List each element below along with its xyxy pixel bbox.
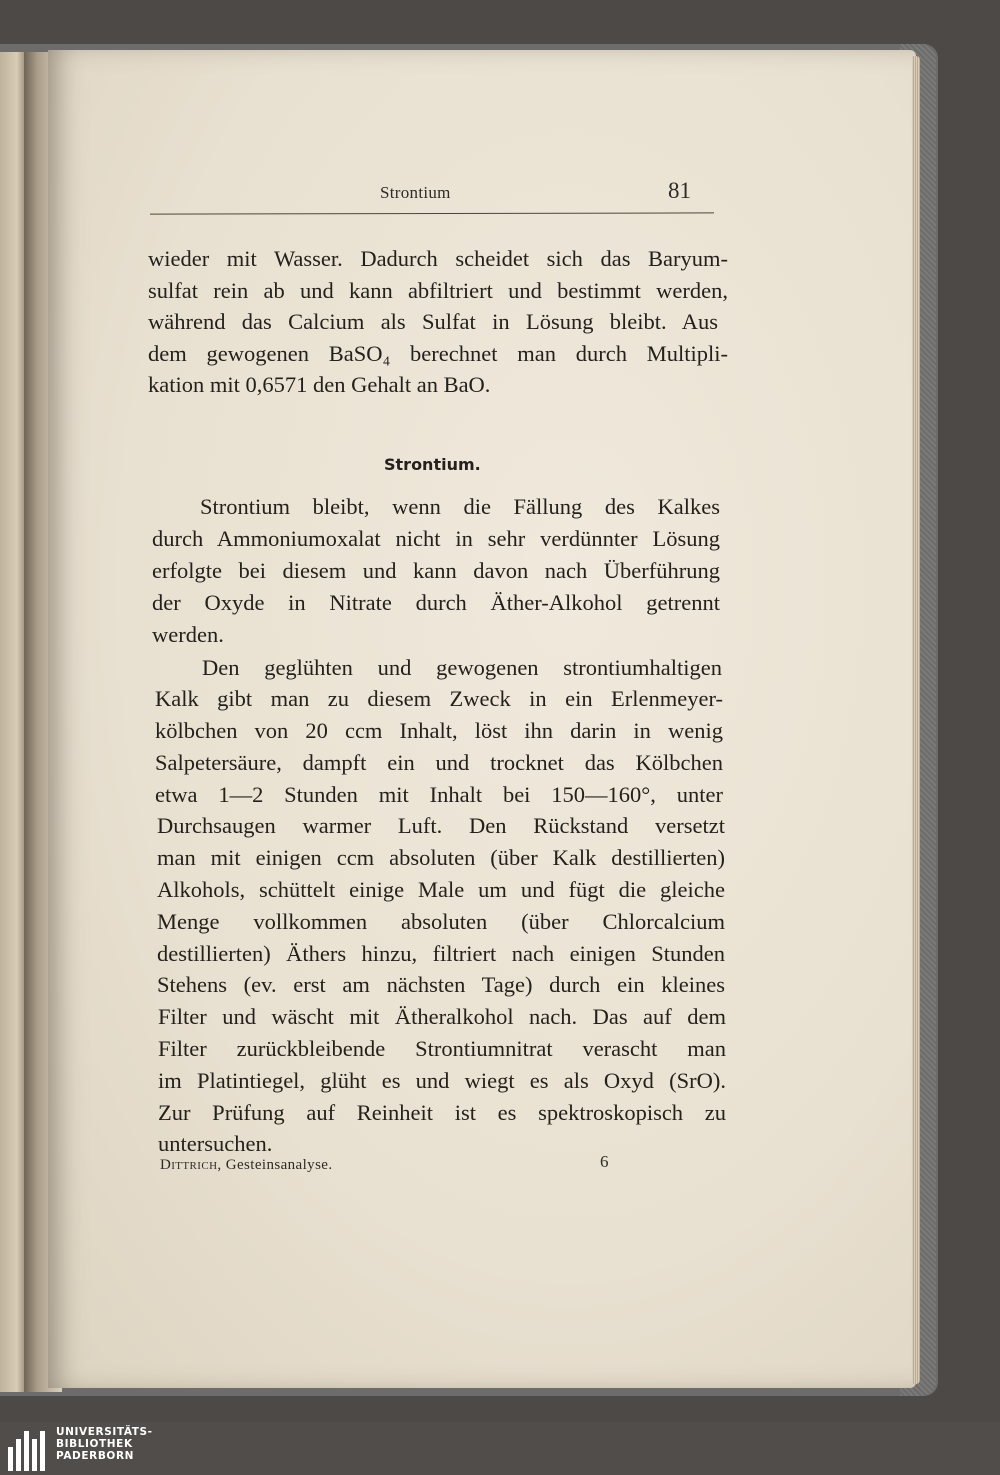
body-line: Zur Prüfung auf Reinheit ist es spektroskopisch zu <box>158 1100 726 1125</box>
footer-book-title: Gesteinsanalyse. <box>221 1157 333 1173</box>
previous-page-edge <box>0 52 24 1392</box>
body-line: sulfat rein ab und kann abfiltriert und bestimmt werden, <box>148 278 728 303</box>
body-line: Filter und wäscht mit Ätheralkohol nach. Das auf dem <box>158 1004 726 1029</box>
body-line: Alkohols, schüttelt einige Male um und fügt die gleiche <box>157 877 725 902</box>
library-name-line3: PADERBORN <box>56 1450 135 1462</box>
body-line: dem gewogenen BaSO₄ berechnet man durch Multipli- <box>148 341 728 366</box>
footer-author-name: Dittrich, <box>160 1157 222 1173</box>
body-line: kölbchen von 20 ccm Inhalt, löst ihn darin in wenig <box>155 718 723 743</box>
body-line: werden. <box>152 622 224 647</box>
body-line: etwa 1—2 Stunden mit Inhalt bei 150—160°, unter <box>155 782 723 807</box>
body-line: durch Ammoniumoxalat nicht in sehr verdünnter Lösung <box>152 526 720 551</box>
signature-mark: 6 <box>600 1152 609 1171</box>
library-logo-icon <box>6 1427 52 1471</box>
library-name-line1: UNIVERSITÄTS- <box>56 1426 153 1438</box>
body-line: man mit einigen ccm absoluten (über Kalk destillierten) <box>157 845 725 870</box>
body-line: destillierten) Äthers hinzu, filtriert nach einigen Stunden <box>157 941 725 966</box>
body-line: Durchsaugen warmer Luft. Den Rückstand versetzt <box>157 813 725 838</box>
body-line: wieder mit Wasser. Dadurch scheidet sich das Baryum- <box>148 246 728 271</box>
body-line: der Oxyde in Nitrate durch Äther-Alkohol getrennt <box>152 590 720 615</box>
section-heading: Strontium. <box>384 455 481 474</box>
page-stack-edge <box>912 56 920 1384</box>
footer-author-title <box>160 1157 333 1174</box>
body-line: im Platintiegel, glüht es und wiegt es als Oxyd (SrO). <box>158 1068 726 1093</box>
running-title: Strontium <box>380 183 451 202</box>
body-line: Kalk gibt man zu diesem Zweck in ein Erlenmeyer- <box>155 686 723 711</box>
body-line: untersuchen. <box>158 1131 273 1156</box>
body-line: erfolgte bei diesem und kann davon nach Überführung <box>152 558 720 583</box>
body-line: Menge vollkommen absoluten (über Chlorcalcium <box>157 909 725 934</box>
page-number: 81 <box>668 178 691 203</box>
body-line: Strontium bleibt, wenn die Fällung des Kalkes <box>200 494 720 519</box>
body-line: Stehens (ev. erst am nächsten Tage) durch ein kleines <box>157 972 725 997</box>
body-line: Den geglühten und gewogenen strontiumhaltigen <box>202 655 722 680</box>
body-line: kation mit 0,6571 den Gehalt an BaO. <box>148 372 491 397</box>
body-line: Filter zurückbleibende Strontiumnitrat verascht man <box>158 1036 726 1061</box>
library-name-line2: BIBLIOTHEK <box>56 1438 133 1450</box>
body-line: Salpetersäure, dampft ein und trocknet das Kölbchen <box>155 750 723 775</box>
body-line: während das Calcium als Sulfat in Lösung bleibt. Aus <box>148 309 718 334</box>
